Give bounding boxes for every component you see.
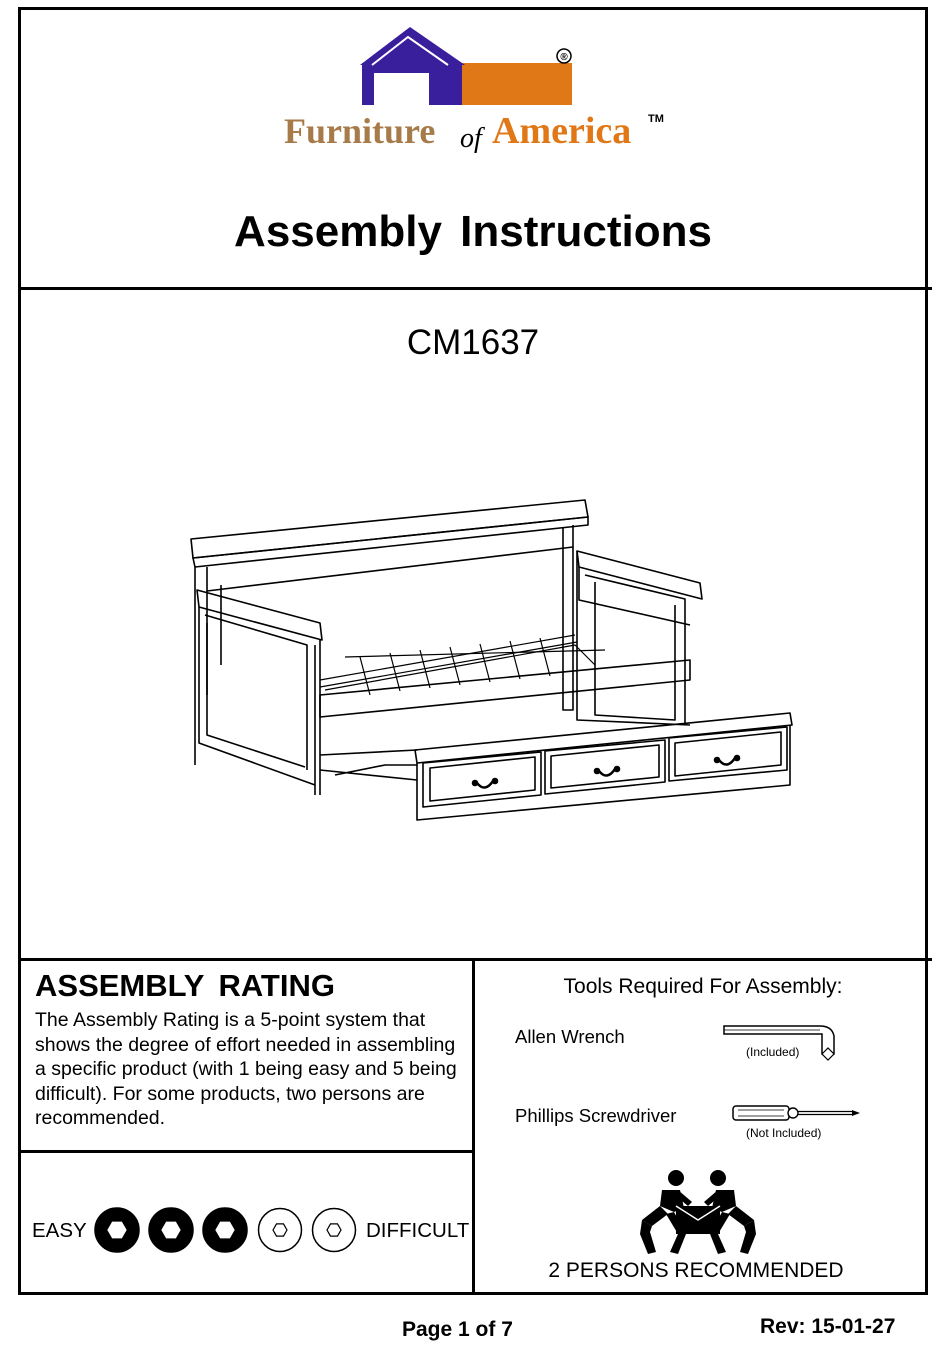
tool-name-phillips-screwdriver: Phillips Screwdriver xyxy=(515,1105,677,1126)
registered-mark: ® xyxy=(560,52,568,63)
rating-dot-filled xyxy=(94,1207,140,1253)
trademark-mark: TM xyxy=(648,113,664,125)
logo-wall xyxy=(450,63,572,105)
rating-dot-filled xyxy=(148,1207,194,1253)
page-number: Page 1 of 7 xyxy=(402,1318,513,1341)
persons-recommended: 2 PERSONS RECOMMENDED xyxy=(548,1259,844,1282)
revision: Rev: 15-01-27 xyxy=(760,1315,896,1338)
rating-dot-empty xyxy=(311,1207,357,1253)
divider xyxy=(18,1150,475,1153)
difficult-label: DIFFICULT xyxy=(366,1219,470,1242)
brand-name-furniture: Furniture xyxy=(284,111,436,151)
model-number: CM1637 xyxy=(406,323,540,362)
rating-dot-filled xyxy=(202,1207,248,1253)
easy-label: EASY xyxy=(32,1219,87,1242)
rating-heading: ASSEMBLY RATING xyxy=(35,968,335,1003)
divider xyxy=(472,960,475,1295)
two-persons-icon xyxy=(638,1168,758,1256)
brand-logo xyxy=(280,25,680,155)
daybed-illustration xyxy=(185,495,800,830)
tool-name-allen-wrench: Allen Wrench xyxy=(515,1026,625,1047)
divider xyxy=(18,287,932,290)
divider xyxy=(18,958,932,961)
brand-name-america: America xyxy=(492,110,632,152)
rating-dot-empty xyxy=(257,1207,303,1253)
tools-heading: Tools Required For Assembly: xyxy=(563,975,843,998)
screwdriver-icon xyxy=(730,1102,862,1126)
brand-name-of: of xyxy=(460,123,482,154)
rating-description: The Assembly Rating is a 5-point system that shows the degree of effort needed in assembling a specific product (with 1 being easy and 5 being difficult). For some products, two persons are recommended. xyxy=(35,1009,457,1129)
tool-note-not-included: (Not Included) xyxy=(746,1126,822,1140)
page-title: Assembly Instructions xyxy=(234,207,712,256)
tool-note-included: (Included) xyxy=(746,1045,800,1059)
